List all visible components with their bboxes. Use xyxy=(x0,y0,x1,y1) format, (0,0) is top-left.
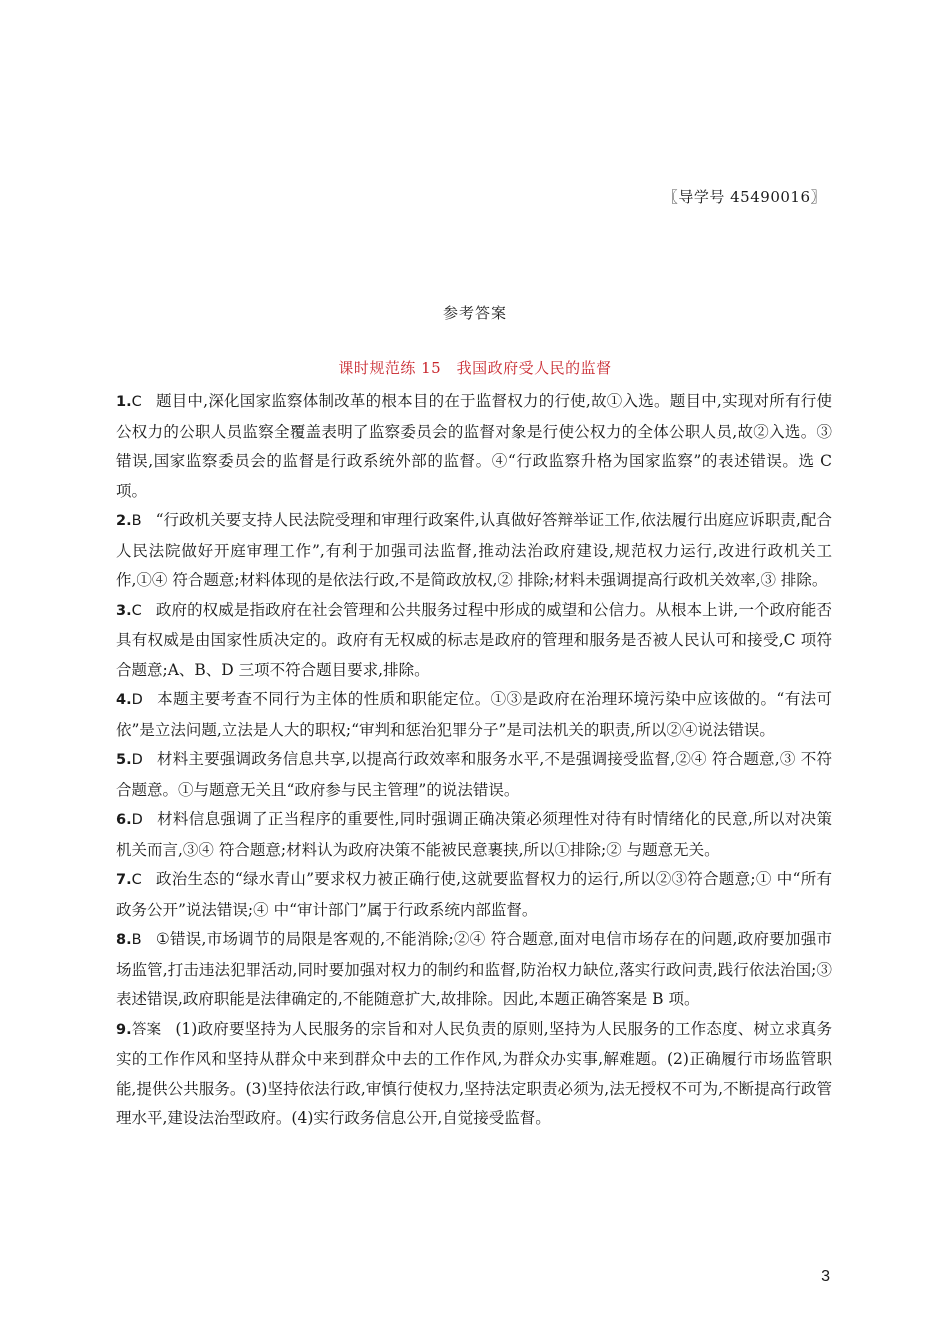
answer-explanation: 本题主要考查不同行为主体的性质和职能定位。①③是政府在治理环境污染中应该做的。“有法可依”是立法问题,立法是人大的职权;“审判和惩治犯罪分子”是司法机关的职责,所以②④说法错误。 xyxy=(116,690,832,739)
answer-explanation: 材料信息强调了正当程序的重要性,同时强调正确决策必须理性对待有时情绪化的民意,所以对决策机关而言,③④ 符合题意;材料认为政府决策不能被民意裹挟,所以①排除;② 与题意无关。 xyxy=(116,810,832,859)
answer-number: 9. xyxy=(116,1021,132,1038)
answer-choice: B xyxy=(131,932,142,948)
answer-item-6 xyxy=(116,805,832,865)
answer-number: 5. xyxy=(116,752,132,768)
answer-choice: D xyxy=(131,692,143,708)
answer-item-9 xyxy=(116,1015,832,1134)
answer-explanation: (1)政府要坚持为人民服务的宗旨和对人民负责的原则,坚持为人民服务的工作态度、树立求真务实的工作作风和坚持从群众中来到群众中去的工作作风,为群众办实事,解难题。(2)正确履行市场监管职能,提供公共服务。(3)坚持依法行政,审慎行使权力,坚持法定职责必须为,法无授权不可为,不断提高行政管理水平,建设法治型政府。(4)实行政务信息公开,自觉接受监督。 xyxy=(116,1019,832,1127)
answer-number: 7. xyxy=(116,872,132,888)
answer-heading: 参考答案 xyxy=(442,304,507,322)
answer-choice: C xyxy=(131,394,142,410)
answer-explanation: “行政机关要支持人民法院受理和审理行政案件,认真做好答辩举证工作,依法履行出庭应诉职责,配合人民法院做好开庭审理工作”,有利于加强司法监督,推动法治政府建设,规范权力运行,改进行政机关工作,①④ 符合题意;材料体现的是依法行政,不是简政放权,② 排除;材料未强调提高行政机关效率,③ 排除。 xyxy=(116,511,832,589)
answer-explanation: 政治生态的“绿水青山”要求权力被正确行使,这就要监督权力的运行,所以②③符合题意;① 中“所有政务公开”说法错误;④ 中“审计部门”属于行政系统内部监督。 xyxy=(116,870,832,919)
answer-choice: D xyxy=(131,752,143,768)
page-number: 3 xyxy=(821,1268,830,1285)
answer-number: 3. xyxy=(116,602,132,619)
answer-item-3 xyxy=(116,596,832,686)
answer-explanation: 政府的权威是指政府在社会管理和公共服务过程中形成的威望和公信力。从根本上讲,一个政府能否具有权威是由国家性质决定的。政府有无权威的标志是政府的管理和服务是否被人民认可和接受,C 项符合题意;A、B、D 三项不符合题目要求,排除。 xyxy=(116,600,832,679)
guide-number: 〖导学号 45490016〗 xyxy=(662,188,826,206)
answer-choice: C xyxy=(131,602,142,619)
answer-item-1 xyxy=(116,387,832,506)
answer-number: 6. xyxy=(116,812,132,828)
answer-number: 8. xyxy=(116,932,132,948)
answer-number: 2. xyxy=(116,513,132,529)
answer-choice: C xyxy=(131,872,142,888)
answer-choice: D xyxy=(131,812,143,828)
answer-explanation: ①错误,市场调节的局限是客观的,不能消除;②④ 符合题意,面对电信市场存在的问题,政府要加强市场监管,打击违法犯罪活动,同时要加强对权力的制约和监督,防治权力缺位,落实行政问责,践行依法治国;③ 表述错误,政府职能是法律确定的,不能随意扩大,故排除。因此,本题正确答案是 B 项。 xyxy=(116,930,832,1008)
answer-number: 4. xyxy=(116,692,132,708)
answer-item-4 xyxy=(116,685,832,745)
answer-item-5 xyxy=(116,745,832,805)
answer-choice: B xyxy=(131,513,142,529)
answer-list xyxy=(116,387,832,1134)
answer-item-2 xyxy=(116,506,832,596)
answer-choice: 答案 xyxy=(131,1021,162,1038)
answer-explanation: 材料主要强调政务信息共享,以提高行政效率和服务水平,不是强调接受监督,②④ 符合题意,③ 不符合题意。①与题意无关且“政府参与民主管理”的说法错误。 xyxy=(116,750,832,799)
answer-item-8 xyxy=(116,925,832,1015)
answer-explanation: 题目中,深化国家监察体制改革的根本目的在于监督权力的行使,故①入选。题目中,实现对所有行使公权力的公职人员监察全覆盖表明了监察委员会的监督对象是行使公权力的全体公职人员,故②入选。③错误,国家监察委员会的监督是行政系统外部的监督。④“行政监察升格为国家监察”的表述错误。选 C 项。 xyxy=(116,392,832,500)
section-title: 课时规范练 15 我国政府受人民的监督 xyxy=(338,359,612,377)
answer-item-7 xyxy=(116,865,832,925)
answer-number: 1. xyxy=(116,394,132,410)
